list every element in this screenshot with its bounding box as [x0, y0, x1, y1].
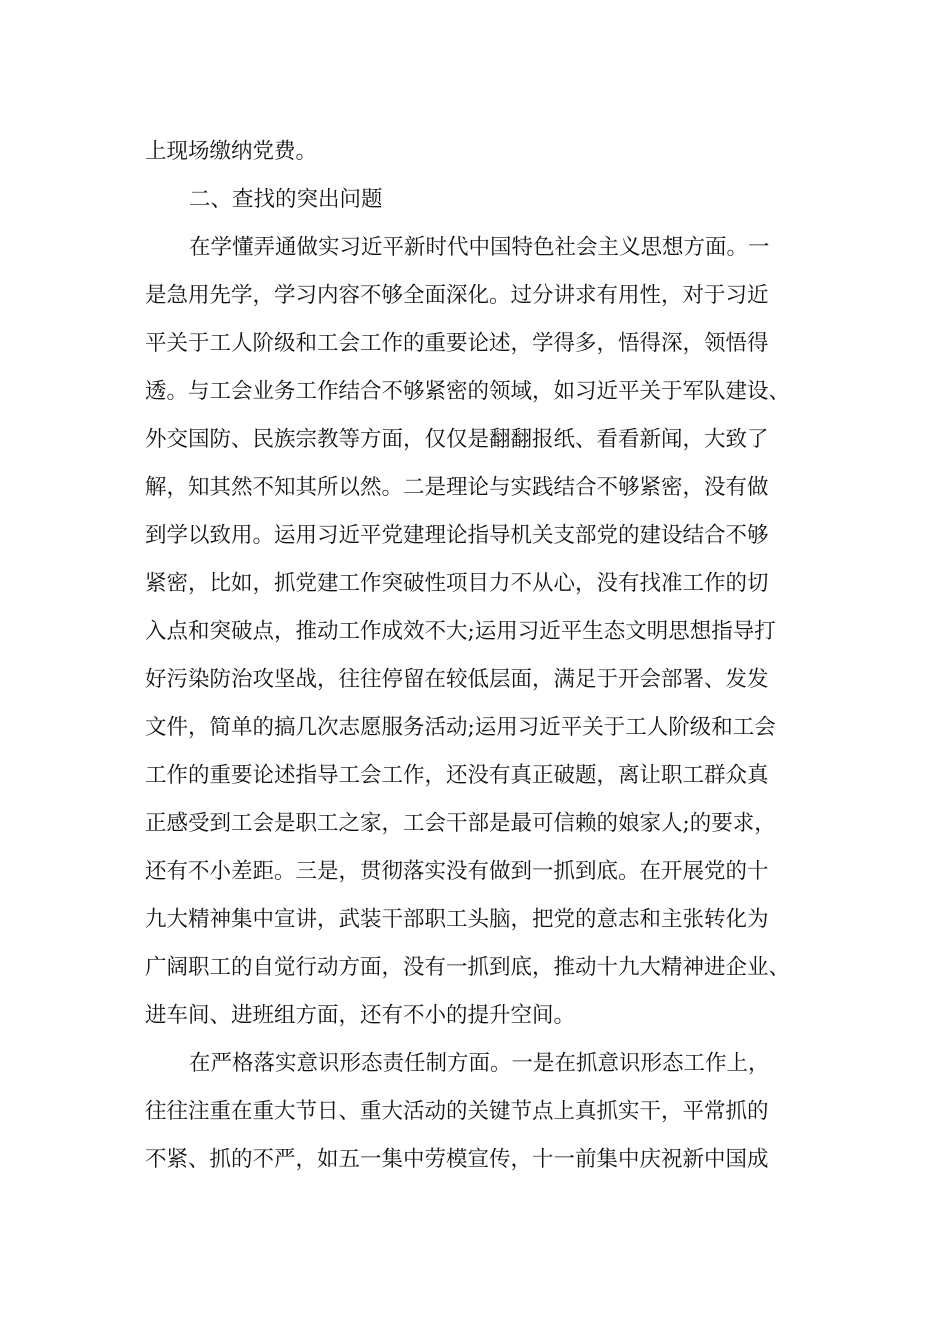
line-text: 文件，简单的搞几次志愿服务活动;运用习近平关于工人阶级和工会: [145, 715, 776, 740]
line-text: 进车间、进班组方面，还有不小的提升空间。: [145, 1003, 576, 1028]
text-line: [0, 944, 950, 992]
text-line: [0, 848, 950, 896]
line-text: 解，知其然不知其所以然。二是理论与实践结合不够紧密，没有做: [145, 475, 769, 500]
line-text: 在学懂弄通做实习近平新时代中国特色社会主义思想方面。一: [189, 235, 770, 260]
line-text: 外交国防、民族宗教等方面，仅仅是翻翻报纸、看看新闻，大致了: [145, 427, 769, 452]
text-line: [0, 704, 950, 752]
line-text: 入点和突破点，推动工作成效不大;运用习近平生态文明思想指导打: [145, 619, 776, 644]
text-line: [0, 224, 950, 272]
text-line: [0, 1088, 950, 1136]
line-text: 正感受到工会是职工之家，工会干部是最可信赖的娘家人;的要求，: [145, 811, 776, 836]
text-line: [0, 1136, 950, 1184]
line-text: 上现场缴纳党费。: [145, 139, 318, 164]
text-line: [0, 560, 950, 608]
line-text: 二、查找的突出问题: [189, 187, 383, 212]
line-text: 是急用先学，学习内容不够全面深化。过分讲求有用性，对于习近: [145, 283, 769, 308]
line-text: 九大精神集中宣讲，武装干部职工头脑，把党的意志和主张转化为: [145, 907, 769, 932]
line-text: 到学以致用。运用习近平党建理论指导机关支部党的建设结合不够: [145, 523, 769, 548]
line-text: 工作的重要论述指导工会工作，还没有真正破题，离让职工群众真: [145, 763, 769, 788]
text-line: [0, 896, 950, 944]
text-line: [0, 656, 950, 704]
line-text: 在严格落实意识形态责任制方面。一是在抓意识形态工作上，: [189, 1051, 770, 1076]
text-line: [0, 752, 950, 800]
line-text: 透。与工会业务工作结合不够紧密的领域，如习近平关于军队建设、: [145, 379, 791, 404]
text-line: [0, 416, 950, 464]
line-text: 广阔职工的自觉行动方面，没有一抓到底，推动十九大精神进企业、: [145, 955, 791, 980]
line-text: 紧密，比如，抓党建工作突破性项目力不从心，没有找准工作的切: [145, 571, 769, 596]
text-line: [0, 1040, 950, 1088]
line-text: 好污染防治攻坚战，往往停留在较低层面，满足于开会部署、发发: [145, 667, 769, 692]
line-text: 不紧、抓的不严，如五一集中劳模宣传，十一前集中庆祝新中国成: [145, 1147, 769, 1172]
section-heading: [0, 176, 950, 224]
text-line: [0, 464, 950, 512]
text-line: [0, 800, 950, 848]
text-line: [0, 128, 950, 176]
text-line: [0, 992, 950, 1040]
text-line: [0, 368, 950, 416]
text-line: [0, 320, 950, 368]
text-line: [0, 608, 950, 656]
text-line: [0, 512, 950, 560]
line-text: 平关于工人阶级和工会工作的重要论述，学得多，悟得深，领悟得: [145, 331, 769, 356]
line-text: 还有不小差距。三是，贯彻落实没有做到一抓到底。在开展党的十: [145, 859, 769, 884]
line-text: 往往注重在重大节日、重大活动的关键节点上真抓实干，平常抓的: [145, 1099, 769, 1124]
text-line: [0, 272, 950, 320]
